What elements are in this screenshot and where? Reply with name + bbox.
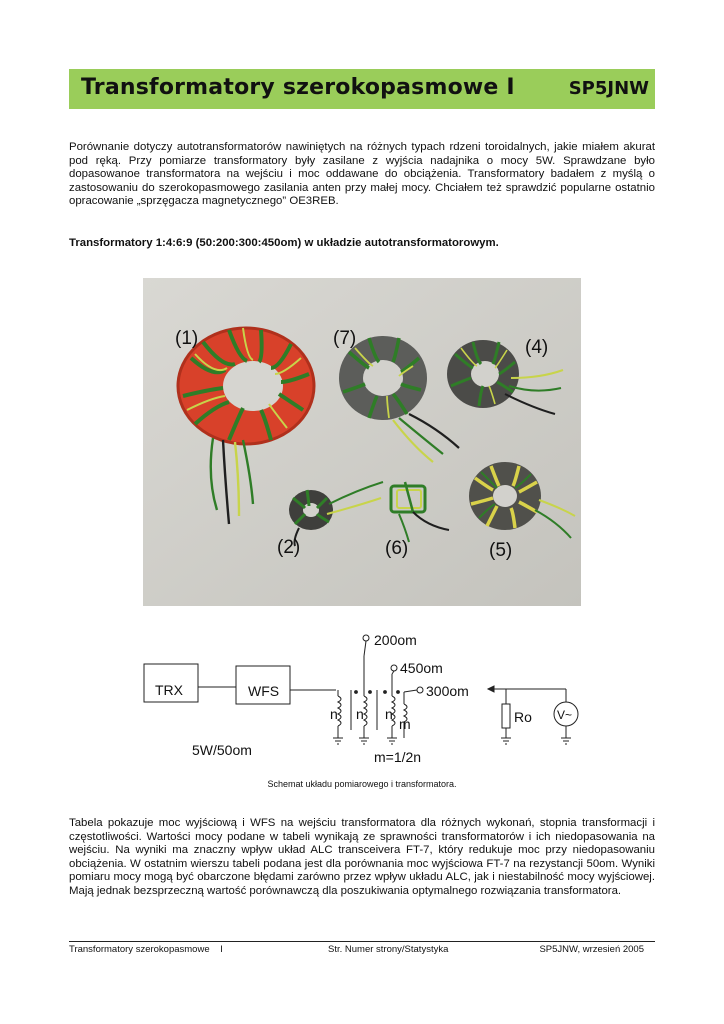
intro-paragraph: Porównanie dotyczy autotransformatorów nawiniętych na różnych typach rdzeni toroidalnych, jakie miałem akurat pod ręką. Przy pomiarze transformatory były zasilane z wyjścia nadajnika o mocy 5W. Sprawdzane było dopasowanoe transformatora na wejściu i moc oddawane do obciążenia. Transformatory badałem z myślą o zastosowaniu do szerokopasmowego zasilania anten przy małej mocy. Chciałem też sprawdzić popularne ostatnio opracowanie „sprzęgacza magnetycznego” OE3REB.: [69, 141, 655, 208]
tap-200-label: 200om: [374, 632, 417, 648]
tap-300-label: 300om: [426, 683, 469, 699]
load-label: Ro: [514, 709, 532, 725]
page-title: Transformatory szerokopasmowe I: [81, 75, 515, 100]
photo-label-5: (5): [489, 540, 513, 561]
title-banner: [69, 69, 655, 109]
section-heading: Transformatory 1:4:6:9 (50:200:300:450om) w układzie autotransformatorowym.: [69, 237, 499, 249]
voltmeter-label: V~: [557, 708, 573, 722]
load-resistor: [502, 704, 510, 728]
winding-n3: n: [385, 706, 393, 722]
photo-label-6: (6): [385, 538, 409, 559]
photo-label-1: (1): [175, 328, 199, 349]
tap-450-label: 450om: [400, 660, 443, 676]
trx-label: TRX: [155, 682, 183, 698]
photo-label-2: (2): [277, 537, 301, 558]
figure-caption: Schemat układu pomiarowego i transformatora.: [267, 779, 457, 789]
footer-divider: [69, 941, 655, 942]
winding-n2: n: [356, 706, 364, 722]
footer-center: Str. Numer strony/Statystyka: [328, 944, 449, 955]
ratio-label: m=1/2n: [374, 749, 422, 765]
power-label: 5W/50om: [192, 742, 252, 758]
photo-label-4: (4): [525, 337, 549, 358]
table-description-paragraph: Tabela pokazuje moc wyjściową i WFS na wejściu transformatora dla różnych wykonań, stopnia transformacji i częstotliwości. Wartości mocy podane w tabeli wynikają ze sprawności transformatorów i ich niedopasowania na wejściu. Na wyniki ma znaczny wpływ układ ALC transceivera FT-7, który redukuje moc przy niedopasowaniu obciążenia. W ostatnim wierszu tabeli podana jest dla porównania moc wyjściowa FT-7 na rezystancji 50om. Wyniki pomiaru mocy mogą być obarczone błędami zarówno przez wpływ układu ALC, jak i niestabilność mocy wyjściowej. Mają jednak bezsprzeczną wartość porównawczą dla poszukiwania optymalnego rozwiązania transformatora.: [69, 817, 655, 897]
footer-left: Transformatory szerokopasmowe I: [69, 944, 223, 955]
winding-m: m: [399, 716, 411, 732]
wfs-label: WFS: [248, 683, 280, 699]
toroid-photo: [143, 278, 581, 606]
footer-right: SP5JNW, wrzesień 2005: [539, 944, 644, 955]
winding-n1: n: [330, 706, 338, 722]
measurement-schematic: [140, 626, 580, 776]
author-callsign: SP5JNW: [568, 78, 649, 99]
photo-label-7: (7): [333, 328, 357, 349]
